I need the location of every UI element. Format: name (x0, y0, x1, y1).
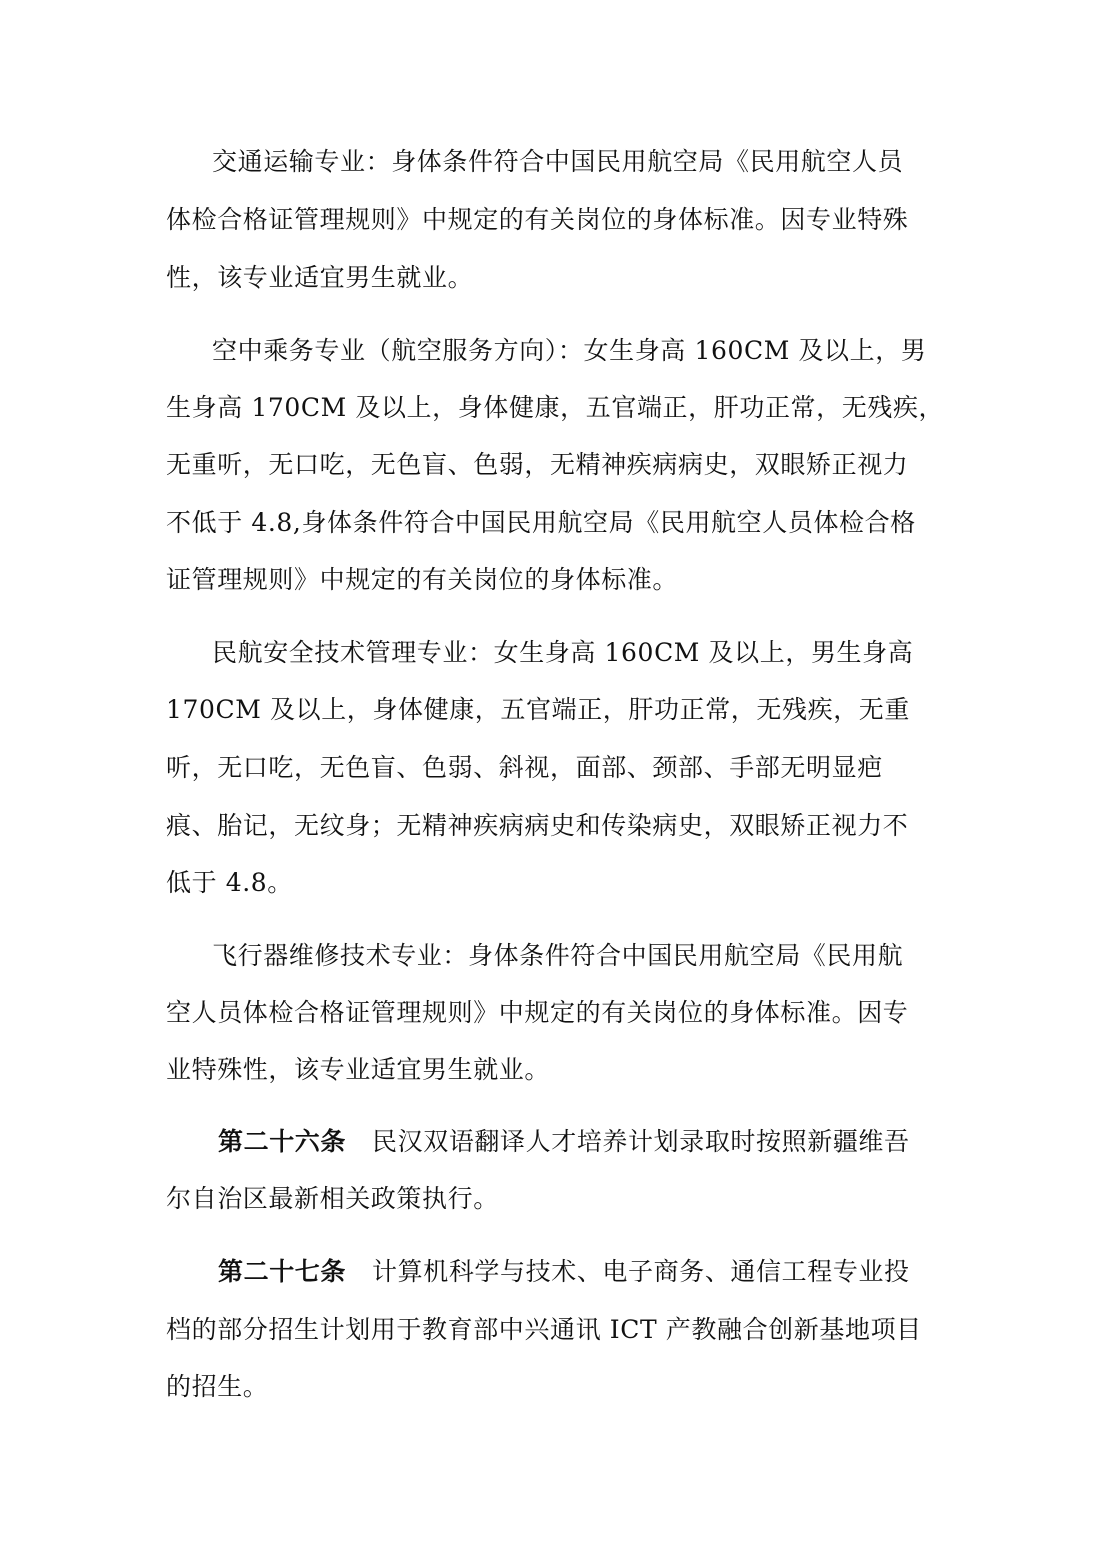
article-27-line-3: 的招生。 (166, 1372, 269, 1401)
paragraph-1-line-1: 交通运输专业：身体条件符合中国民用航空局《民用航空人员 (212, 147, 904, 176)
paragraph-4-line-2: 空人员体检合格证管理规则》中规定的有关岗位的身体标准。因专 (166, 998, 909, 1027)
paragraph-3-line-2: 170CM 及以上，身体健康，五官端正，肝功正常，无残疾，无重 (166, 695, 910, 724)
paragraph-3-line-1: 民航安全技术管理专业：女生身高 160CM 及以上，男生身高 (212, 638, 914, 667)
paragraph-4-line-3: 业特殊性，该专业适宜男生就业。 (166, 1055, 551, 1084)
paragraph-2-line-2: 生身高 170CM 及以上，身体健康，五官端正，肝功正常，无残疾， (166, 393, 945, 422)
article-26-line-1 (218, 1127, 910, 1157)
paragraph-3-line-3: 听，无口吃，无色盲、色弱、斜视，面部、颈部、手部无明显疤 (166, 753, 883, 782)
article-26-line-2: 尔自治区最新相关政策执行。 (166, 1184, 499, 1213)
article-26-text: 民汉双语翻译人才培养计划录取时按照新疆维吾 (372, 1127, 910, 1156)
article-26-heading: 第二十六条 (218, 1127, 347, 1156)
paragraph-3-line-5: 低于 4.8。 (166, 868, 293, 897)
paragraph-2-line-4: 不低于 4.8,身体条件符合中国民用航空局《民用航空人员体检合格 (166, 508, 916, 537)
article-27-line-1 (218, 1257, 910, 1287)
paragraph-2-line-5: 证管理规则》中规定的有关岗位的身体标准。 (166, 565, 679, 594)
article-27-line-2: 档的部分招生计划用于教育部中兴通讯 ICT 产教融合创新基地项目 (166, 1315, 922, 1344)
article-27-text: 计算机科学与技术、电子商务、通信工程专业投 (372, 1257, 910, 1286)
paragraph-1-line-2: 体检合格证管理规则》中规定的有关岗位的身体标准。因专业特殊 (166, 205, 909, 234)
paragraph-3-line-4: 痕、胎记，无纹身；无精神疾病病史和传染病史，双眼矫正视力不 (166, 811, 909, 840)
paragraph-2-line-3: 无重听，无口吃，无色盲、色弱，无精神疾病病史，双眼矫正视力 (166, 450, 909, 479)
paragraph-2-line-1: 空中乘务专业（航空服务方向）：女生身高 160CM 及以上，男 (212, 336, 927, 365)
paragraph-1-line-3: 性，该专业适宜男生就业。 (166, 263, 474, 292)
paragraph-4-line-1: 飞行器维修技术专业：身体条件符合中国民用航空局《民用航 (212, 941, 904, 970)
article-27-heading: 第二十七条 (218, 1257, 347, 1286)
